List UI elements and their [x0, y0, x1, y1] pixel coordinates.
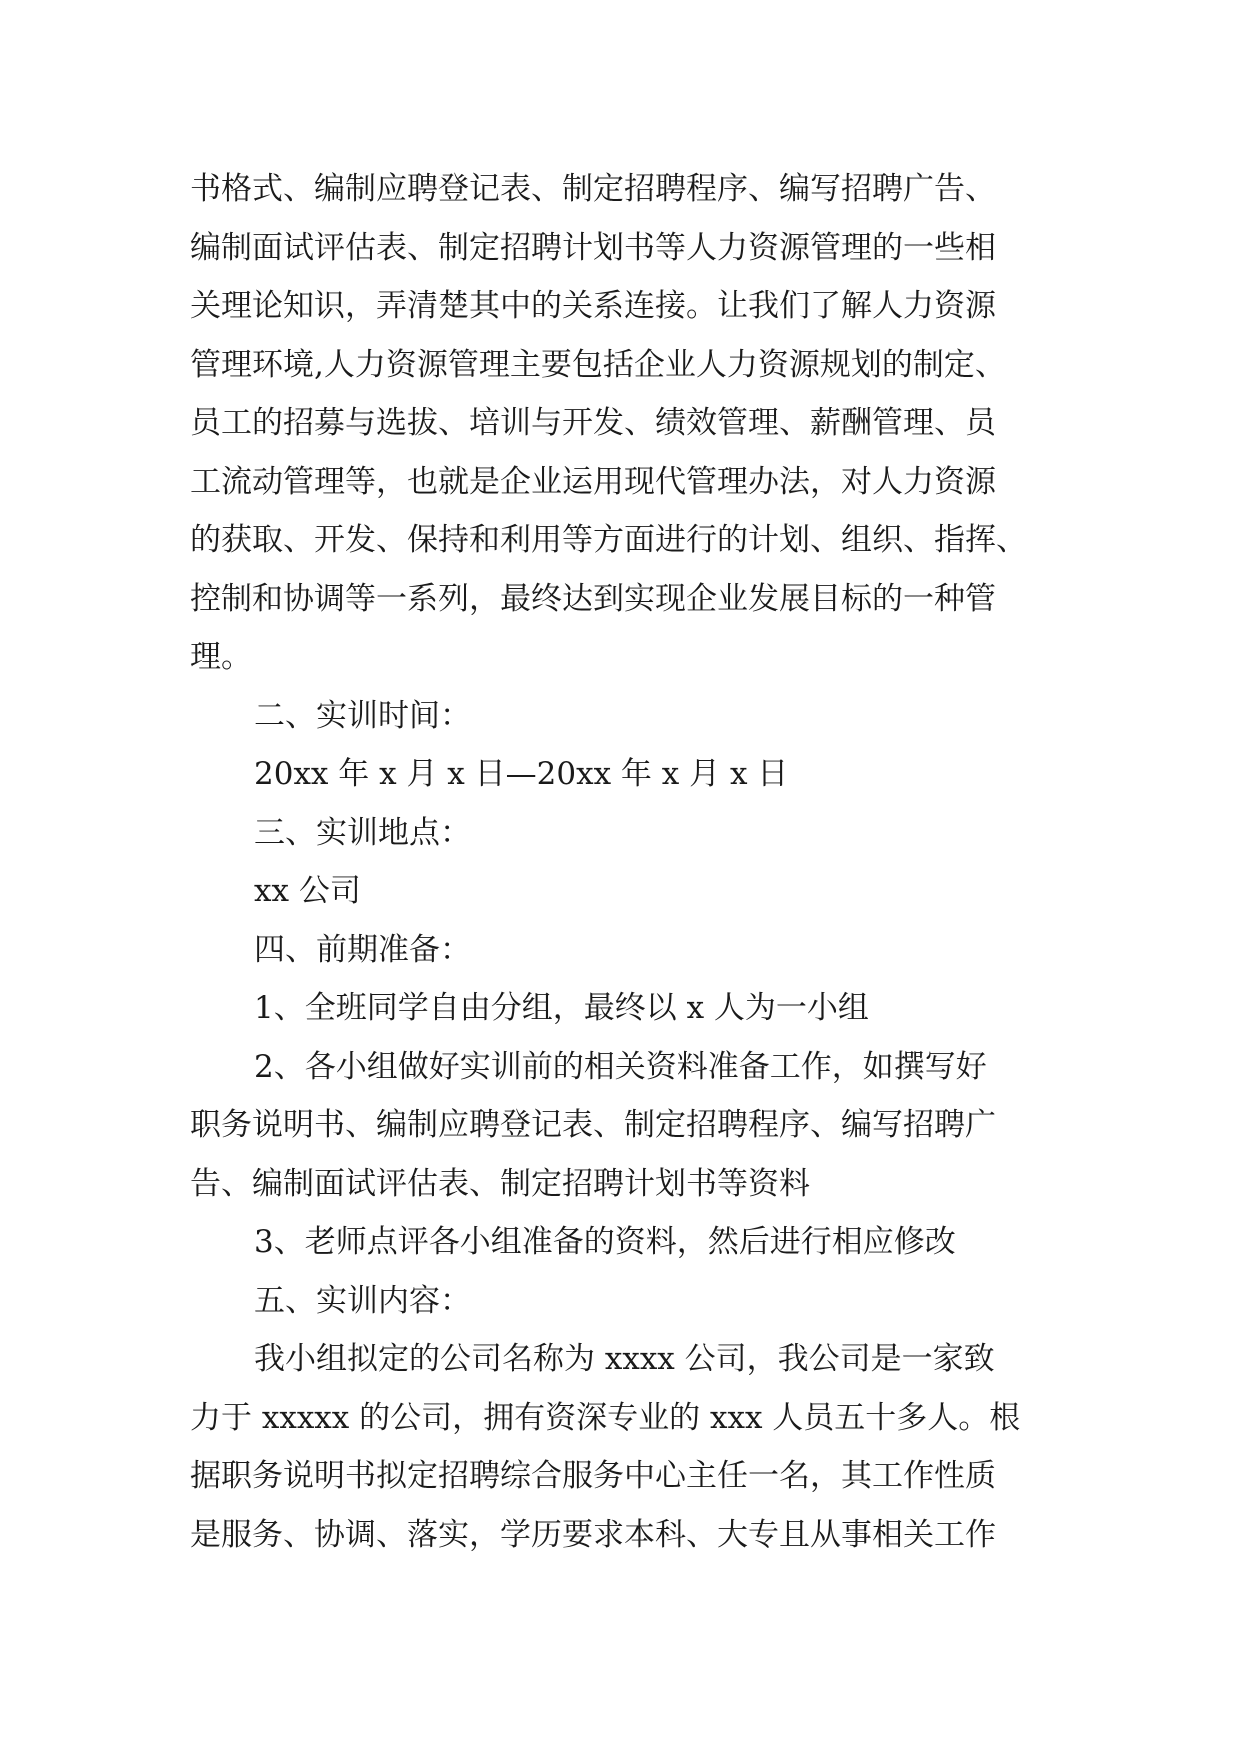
body-text-line: 编制面试评估表、制定招聘计划书等人力资源管理的一些相 [190, 229, 996, 266]
list-item: 2、各小组做好实训前的相关资料准备工作，如撰写好 [254, 1048, 987, 1085]
body-text-line: 我小组拟定的公司名称为 xxxx 公司，我公司是一家致 [254, 1341, 995, 1377]
body-text-line: 关理论知识，弄清楚其中的关系连接。让我们了解人力资源 [190, 288, 996, 324]
training-dates: 20xx 年 x 月 x 日—20xx 年 x 月 x 日 [254, 756, 789, 792]
body-text-line: 控制和协调等一系列，最终达到实现企业发展目标的一种管 [190, 580, 996, 617]
body-text-line: 工流动管理等，也就是企业运用现代管理办法，对人力资源 [190, 463, 996, 500]
body-text-line: 书格式、编制应聘登记表、制定招聘程序、编写招聘广告、 [190, 171, 996, 207]
list-item: 1、全班同学自由分组，最终以 x 人为一小组 [254, 990, 869, 1026]
body-text-line: 告、编制面试评估表、制定招聘计划书等资料 [190, 1165, 810, 1202]
training-location: xx 公司 [254, 873, 361, 909]
section-heading-time: 二、实训时间： [254, 697, 471, 734]
body-text-line: 职务说明书、编制应聘登记表、制定招聘程序、编写招聘广 [190, 1107, 996, 1143]
section-heading-preparation: 四、前期准备： [254, 931, 471, 968]
body-text-line: 据职务说明书拟定招聘综合服务中心主任一名，其工作性质 [190, 1458, 996, 1494]
body-text-line: 员工的招募与选拔、培训与开发、绩效管理、薪酬管理、员 [190, 405, 996, 441]
body-text-line: 是服务、协调、落实，学历要求本科、大专且从事相关工作 [190, 1516, 996, 1553]
document-body [190, 160, 1070, 1564]
section-heading-content: 五、实训内容： [254, 1282, 471, 1319]
body-text-line: 理。 [190, 639, 252, 675]
list-item: 3、老师点评各小组准备的资料，然后进行相应修改 [254, 1224, 956, 1260]
body-text-line: 力于 xxxxx 的公司，拥有资深专业的 xxx 人员五十多人。根 [190, 1399, 1021, 1436]
section-heading-location: 三、实训地点： [254, 814, 471, 851]
body-text-line: 的获取、开发、保持和利用等方面进行的计划、组织、指挥、 [190, 522, 1027, 558]
body-text-line: 管理环境,人力资源管理主要包括企业人力资源规划的制定、 [190, 346, 1006, 383]
